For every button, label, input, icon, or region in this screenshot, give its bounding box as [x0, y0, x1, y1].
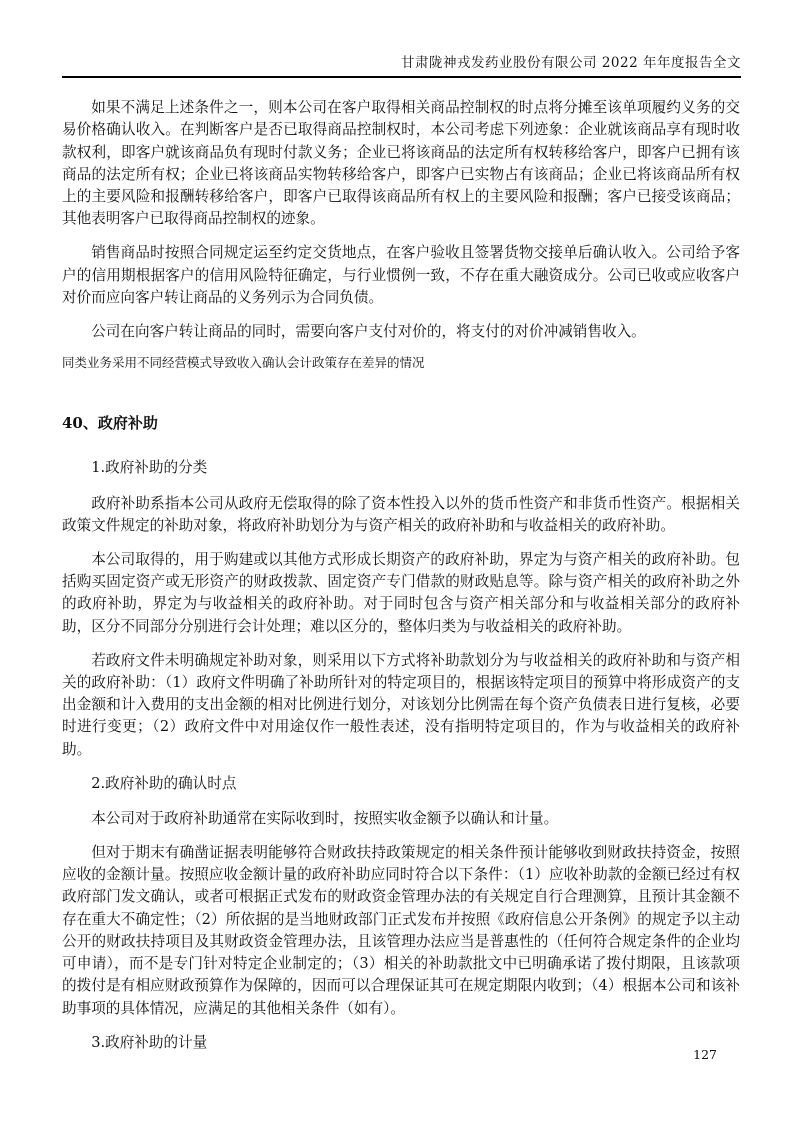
document-body [62, 97, 740, 1067]
paragraph-grant-receivable-conditions: 但对于期末有确凿证据表明能够符合财政扶持政策规定的相关条件预计能够收到财政扶持资金，按照应收的金额计量。按照应收金额计量的政府补助应同时符合以下条件：（1）应收补助款的金额已经过有权政府部门发文确认，或者可根据正式发布的财政资金管理办法的有关规定自行合理测算，且预计其金额不存在重大不确定性；（2）所依据的是当地财政部门正式发布并按照《政府信息公开条例》的规定予以主动公开的财政扶持项目及其财政资金管理办法，且该管理办法应当是普惠性的（任何符合规定条件的企业均可申请），而不是专门针对特定企业制定的；（3）相关的补助款批文中已明确承诺了拨付期限，且该款项的拨付是有相应财政预算作为保障的，因而可以合理保证其可在规定期限内收到；（4）根据本公司和该补助事项的具体情况，应满足的其他相关条件（如有）。 [62, 843, 740, 1017]
subheading-grant-classification: 1.政府补助的分类 [91, 459, 208, 477]
page-header-title: 甘肃陇神戎发药业股份有限公司 2022 年年度报告全文 [62, 54, 741, 78]
paragraph-revenue-control-conditions: 如果不满足上述条件之一，则本公司在客户取得相关商品控制权的时点将分摊至该单项履约义务的交易价格确认收入。在判断客户是否已取得商品控制权时，本公司考虑下列迹象：企业就该商品享有现时收款权利，即客户就该商品负有现时付款义务；企业已将该商品的法定所有权转移给客户，即客户已拥有该商品的法定所有权；企业已将该商品实物转移给客户，即客户已实物占有该商品；企业已将该商品所有权上的主要风险和报酬转移给客户，即客户已取得该商品所有权上的主要风险和报酬；客户已接受该商品；其他表明客户已取得商品控制权的迹象。 [62, 99, 740, 228]
paragraph-consideration-offset: 公司在向客户转让商品的同时，需要向客户支付对价的，将支付的对价冲减销售收入。 [91, 322, 646, 340]
page-number: 127 [693, 1047, 717, 1062]
paragraph-asset-related-grants: 本公司取得的，用于购建或以其他方式形成长期资产的政府补助，界定为与资产相关的政府补助。包括购买固定资产或无形资产的财政拨款、固定资产专门借款的财政贴息等。除与资产相关的政府补助之外的政府补助，界定为与收益相关的政府补助。对于同时包含与资产相关部分和与收益相关部分的政府补助，区分不同部分分别进行会计处理；难以区分的，整体归类为与收益相关的政府补助。 [62, 550, 740, 635]
paragraph-grant-definition: 政府补助系指本公司从政府无偿取得的除了资本性投入以外的货币性资产和非货币性资产。根据相关政策文件规定的补助对象，将政府补助划分为与资产相关的政府补助和与收益相关的政府补助。 [62, 494, 740, 535]
paragraph-grant-division-method: 若政府文件未明确规定补助对象，则采用以下方式将补助款划分为与收益相关的政府补助和与资产相关的政府补助：（1）政府文件明确了补助所针对的特定项目的，根据该特定项目的预算中将形成资产的支出金额和计入费用的支出金额的相对比例进行划分，对该划分比例需在每个资产负债表日进行复核，必要时进行变更；（2）政府文件中对用途仅作一般性表述，没有指明特定项目的，作为与收益相关的政府补助。 [62, 651, 740, 758]
note-business-model-difference: 同类业务采用不同经营模式导致收入确认会计政策存在差异的情况 [62, 355, 425, 371]
subheading-grant-recognition-timing: 2.政府补助的确认时点 [91, 774, 237, 792]
subheading-grant-measurement: 3.政府补助的计量 [91, 1033, 208, 1051]
paragraph-sales-recognition: 销售商品时按照合同规定运至约定交货地点，在客户验收且签署货物交接单后确认收入。公司给予客户的信用期根据客户的信用风险特征确定，与行业惯例一致，不存在重大融资成分。公司已收或应收客户对价而应向客户转让商品的义务列示为合同负债。 [62, 244, 740, 306]
paragraph-grant-actual-receipt: 本公司对于政府补助通常在实际收到时，按照实收金额予以确认和计量。 [91, 809, 559, 827]
section-heading-government-grants: 40、政府补助 [62, 414, 158, 433]
